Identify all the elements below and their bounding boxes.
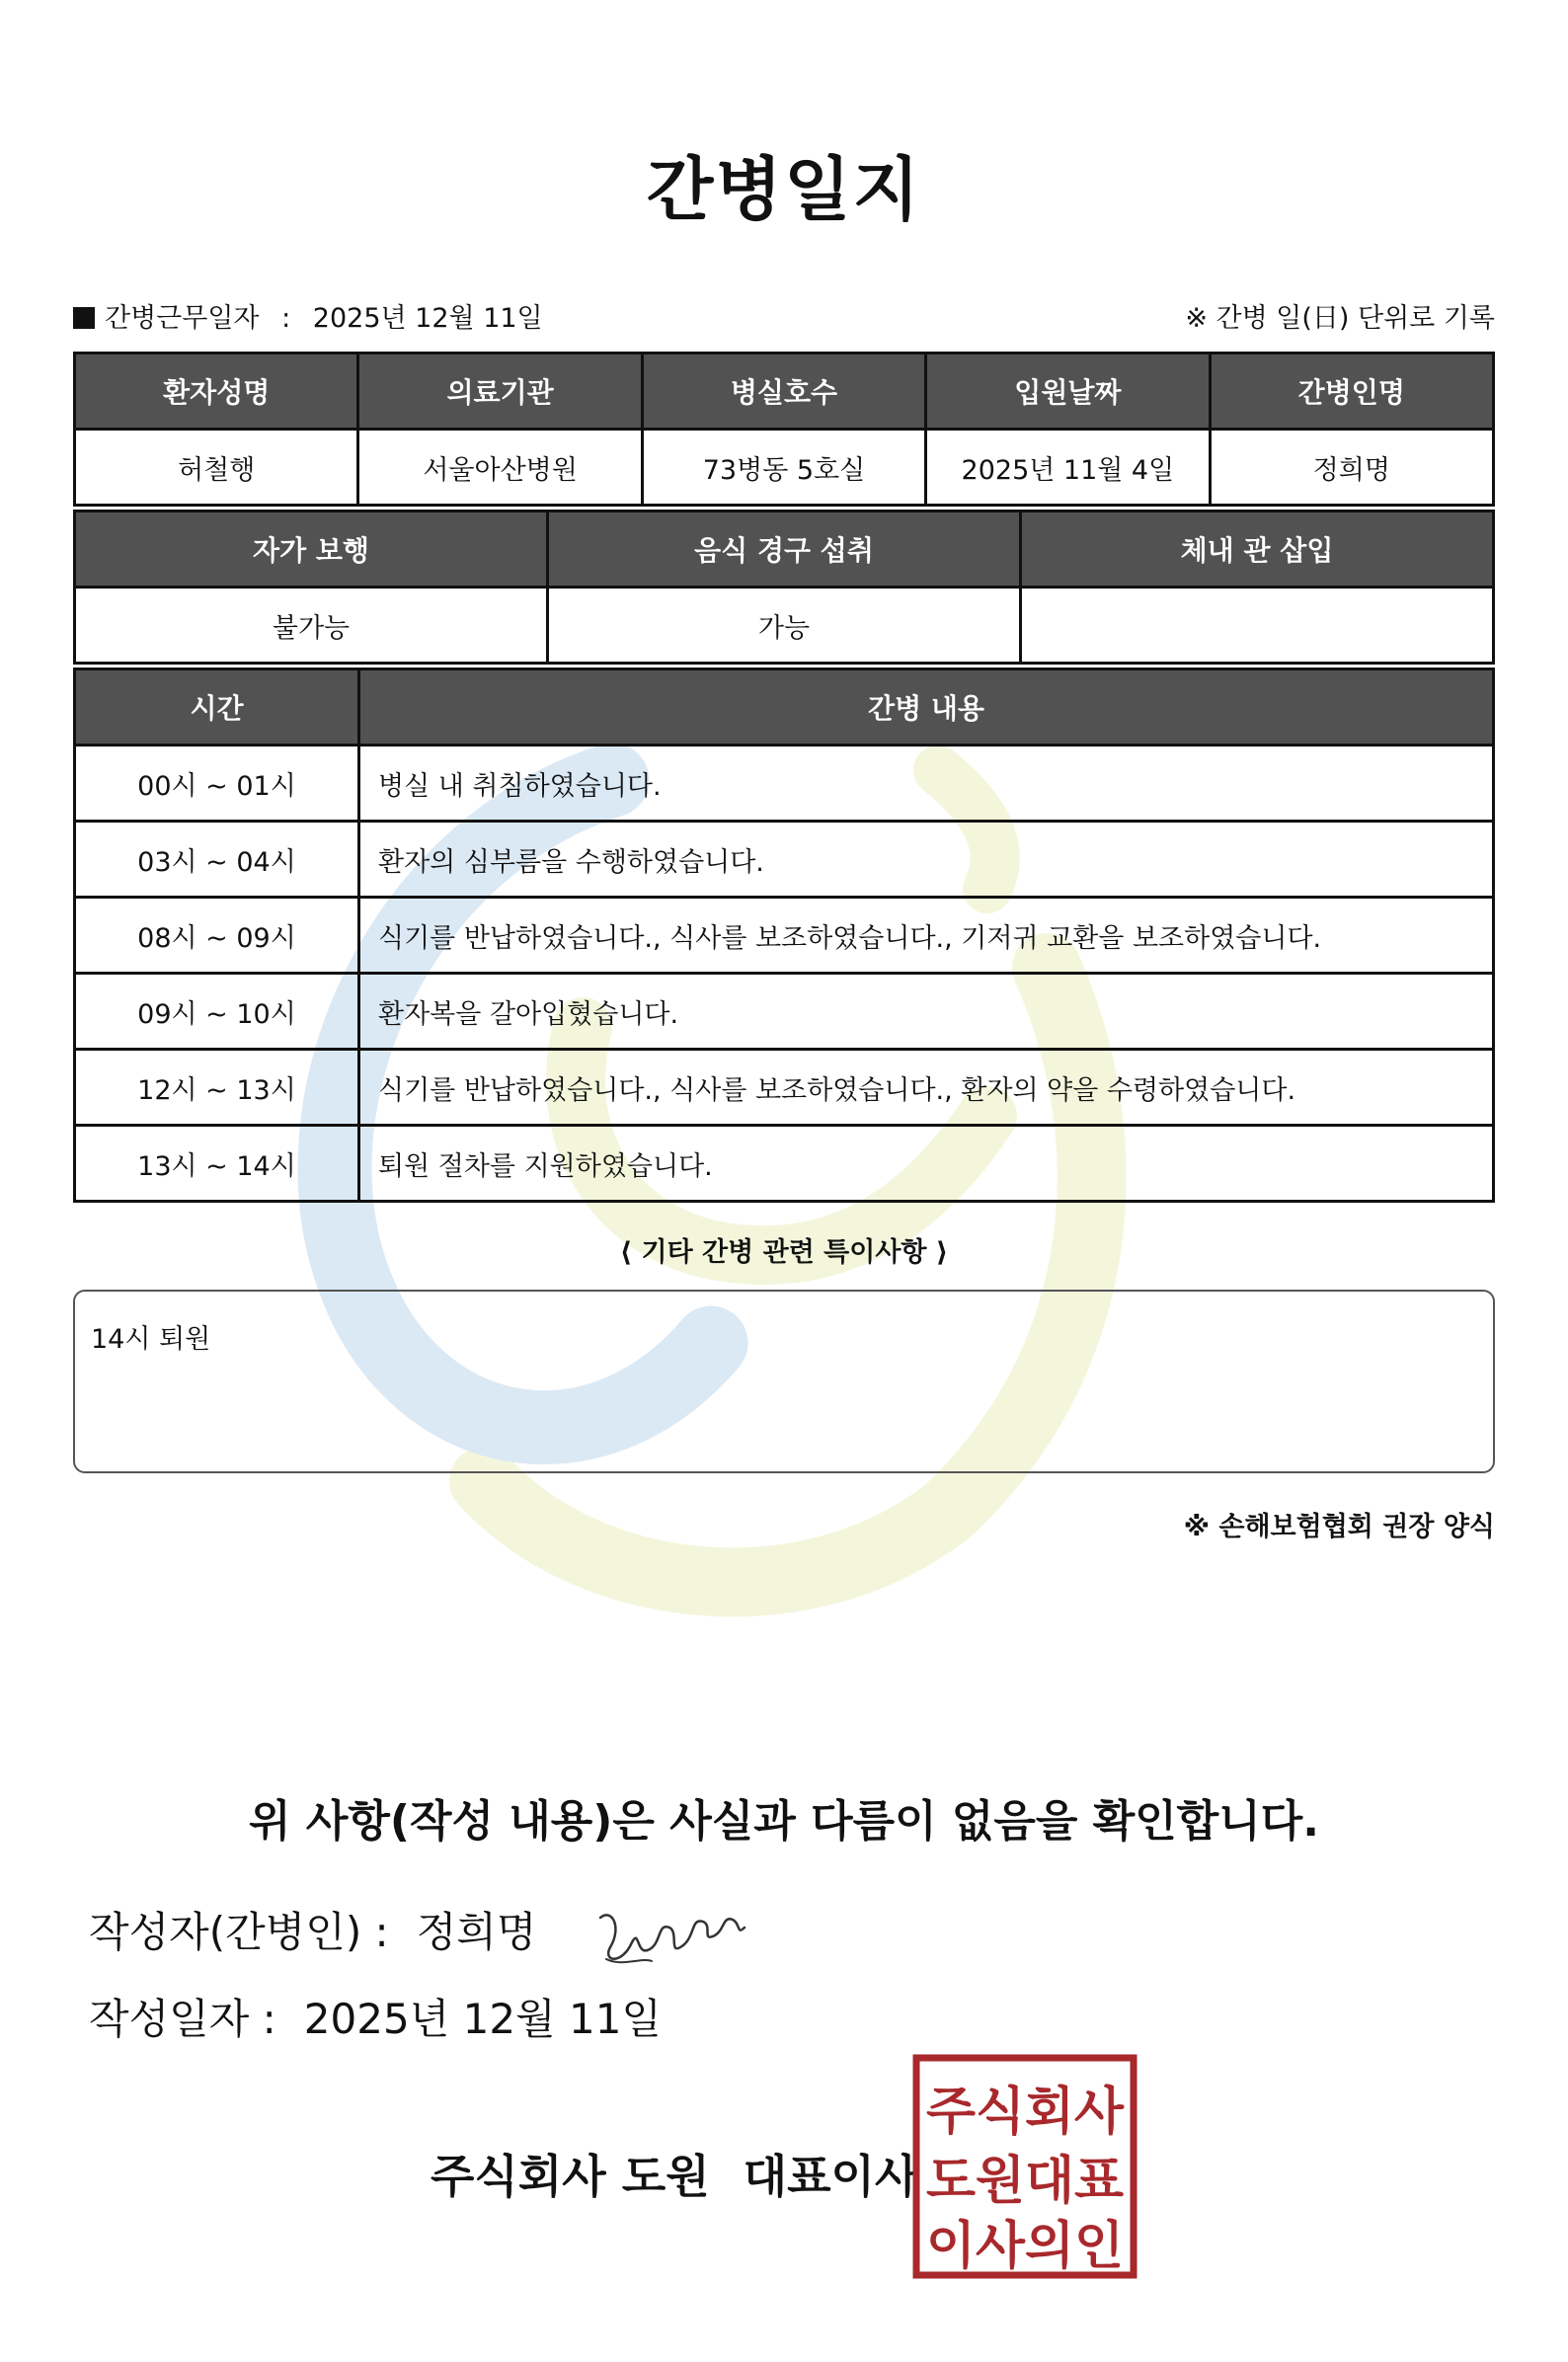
log-time: 03시 ~ 04시 xyxy=(75,822,359,898)
header-time: 시간 xyxy=(75,669,359,746)
patient-status-table xyxy=(73,510,1495,665)
log-content: 병실 내 취침하였습니다. xyxy=(359,746,1494,822)
table-row xyxy=(75,898,1494,974)
log-time: 00시 ~ 01시 xyxy=(75,746,359,822)
log-content: 환자의 심부름을 수행하였습니다. xyxy=(359,822,1494,898)
page-title: 간병일지 xyxy=(646,149,922,230)
table-row xyxy=(75,822,1494,898)
author-label: 작성자(간병인) : xyxy=(89,1908,389,1956)
hospital-name: 서울아산병원 xyxy=(358,430,642,506)
log-content: 식기를 반납하였습니다., 식사를 보조하였습니다., 환자의 약을 수령하였습니다. xyxy=(359,1050,1494,1126)
company-name: 주식회사 도원 xyxy=(431,2150,710,2203)
work-date-value: 2025년 12월 11일 xyxy=(312,303,543,334)
seal-line-3: 이사의인 xyxy=(926,2217,1124,2276)
black-square-icon xyxy=(73,307,95,329)
work-date xyxy=(73,296,543,335)
company-signature-line xyxy=(431,2141,918,2206)
header-self-walking: 자가 보행 xyxy=(75,512,548,588)
care-log-table xyxy=(73,668,1495,1203)
room-number: 73병동 5호실 xyxy=(642,430,925,506)
self-walking-value: 불가능 xyxy=(75,588,548,664)
header-caregiver: 간병인명 xyxy=(1210,354,1493,430)
form-note: ※ 손해보험협회 권장 양식 xyxy=(1183,1512,1495,1542)
work-date-label: 간병근무일자 xyxy=(105,303,260,334)
ceo-title: 대표이사 xyxy=(743,2150,919,2203)
header-care-content: 간병 내용 xyxy=(359,669,1494,746)
patient-name: 허철행 xyxy=(75,430,358,506)
table-row xyxy=(75,1126,1494,1202)
table-row xyxy=(75,974,1494,1050)
author-row xyxy=(89,1900,536,1959)
caregiver-name: 정희명 xyxy=(1210,430,1493,506)
notes-text: 14시 퇴원 xyxy=(91,1324,211,1355)
tube-insertion-value xyxy=(1021,588,1494,664)
table-header-row xyxy=(75,512,1494,588)
table-row xyxy=(75,430,1494,506)
table-row xyxy=(75,746,1494,822)
author-name: 정희명 xyxy=(416,1908,537,1956)
record-note: ※ 간병 일(日) 단위로 기록 xyxy=(1185,303,1495,334)
notes-box xyxy=(73,1290,1495,1473)
log-time: 13시 ~ 14시 xyxy=(75,1126,359,1202)
header-hospital: 의료기관 xyxy=(358,354,642,430)
seal-line-1: 주식회사 xyxy=(926,2083,1125,2142)
log-time: 12시 ~ 13시 xyxy=(75,1050,359,1126)
handwritten-signature xyxy=(592,1888,750,1977)
company-seal xyxy=(912,2054,1137,2279)
written-date-value: 2025년 12월 11일 xyxy=(303,1995,662,2043)
written-date-label: 작성일자 : xyxy=(89,1995,276,2043)
header-tube-insertion: 체내 관 삽입 xyxy=(1021,512,1494,588)
table-row xyxy=(75,1050,1494,1126)
notes-heading: ⟨ 기타 간병 관련 특이사항 ⟩ xyxy=(619,1237,949,1268)
admission-date: 2025년 11월 4일 xyxy=(926,430,1210,506)
written-date-row xyxy=(89,1987,662,2046)
patient-info-table xyxy=(73,352,1495,507)
log-content: 환자복을 갈아입혔습니다. xyxy=(359,974,1494,1050)
log-time: 08시 ~ 09시 xyxy=(75,898,359,974)
table-header-row xyxy=(75,669,1494,746)
header-oral-intake: 음식 경구 섭취 xyxy=(548,512,1021,588)
oral-intake-value: 가능 xyxy=(548,588,1021,664)
log-content: 퇴원 절차를 지원하였습니다. xyxy=(359,1126,1494,1202)
table-row xyxy=(75,588,1494,664)
seal-line-2: 도원대표 xyxy=(926,2152,1124,2211)
meta-row xyxy=(73,296,1495,336)
header-admission-date: 입원날짜 xyxy=(926,354,1210,430)
table-header-row xyxy=(75,354,1494,430)
confirmation-statement: 위 사항(작성 내용)은 사실과 다름이 없음을 확인합니다. xyxy=(249,1796,1319,1847)
header-room: 병실호수 xyxy=(642,354,925,430)
header-patient-name: 환자성명 xyxy=(75,354,358,430)
log-content: 식기를 반납하였습니다., 식사를 보조하였습니다., 기저귀 교환을 보조하였습니다. xyxy=(359,898,1494,974)
work-date-separator: : xyxy=(281,303,291,334)
log-time: 09시 ~ 10시 xyxy=(75,974,359,1050)
